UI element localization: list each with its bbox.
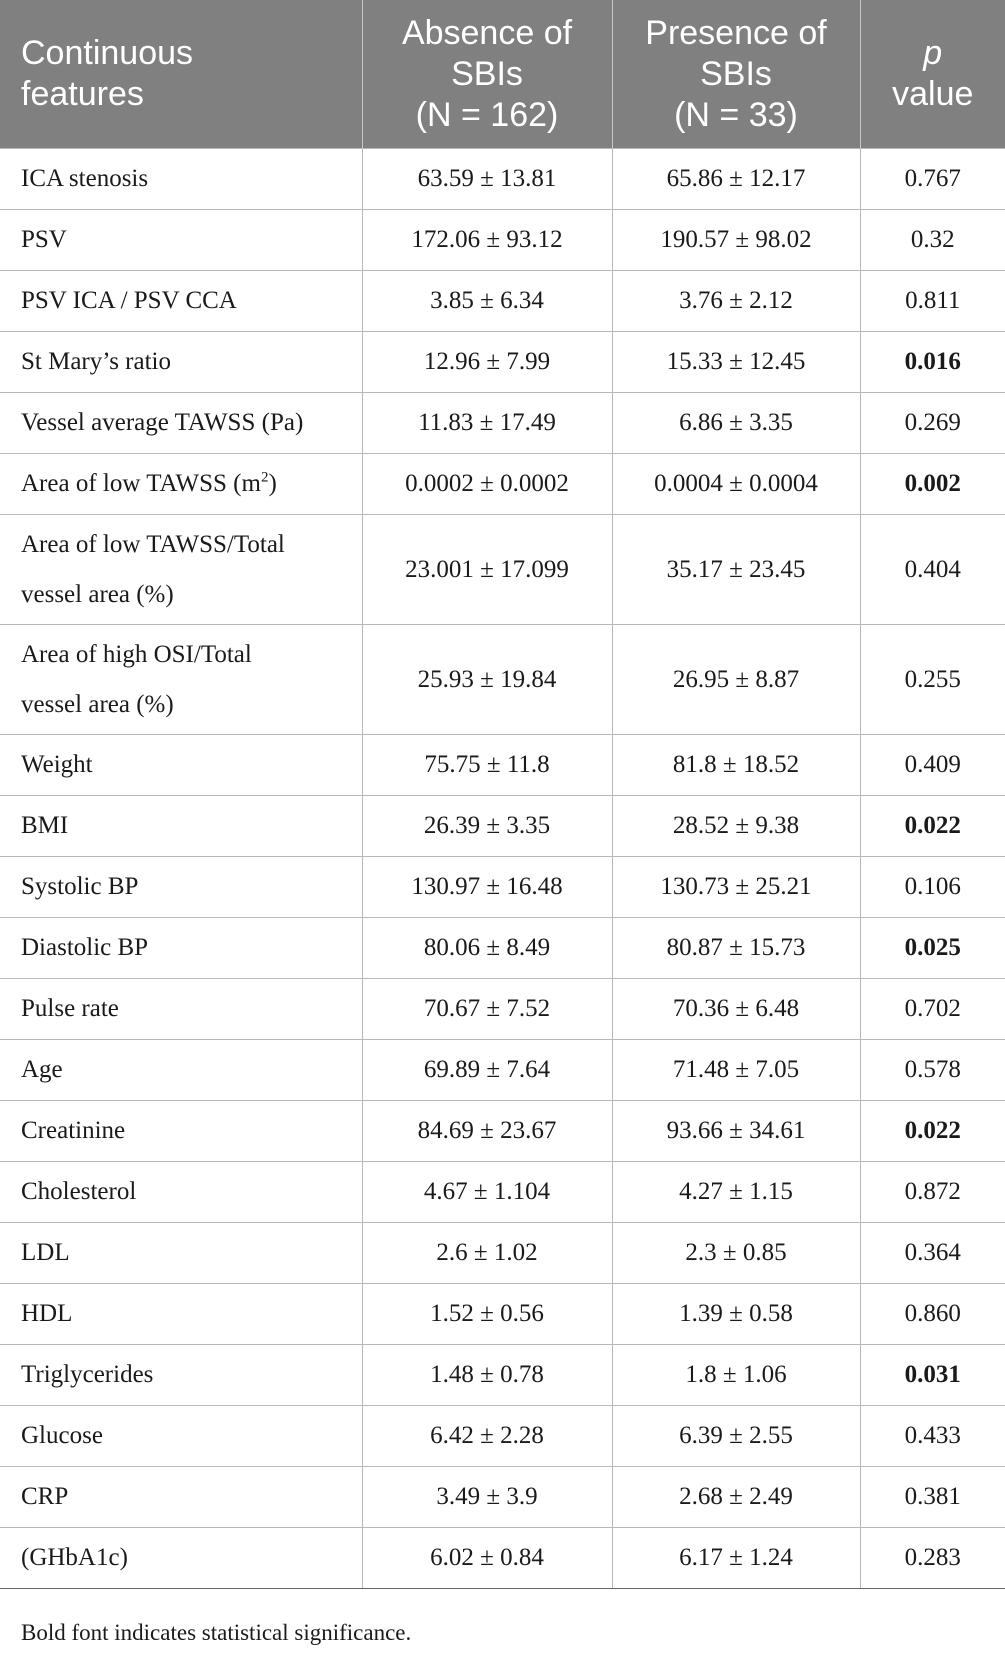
presence-cell: 1.39 ± 0.58 — [612, 1284, 860, 1345]
feature-cell: Pulse rate — [0, 979, 362, 1040]
presence-cell: 70.36 ± 6.48 — [612, 979, 860, 1040]
feature-cell: Cholesterol — [0, 1162, 362, 1223]
presence-cell: 26.95 ± 8.87 — [612, 625, 860, 735]
feature-cell: CRP — [0, 1467, 362, 1528]
table-row — [0, 1406, 1005, 1467]
header-row — [0, 0, 1005, 149]
table-row — [0, 625, 1005, 735]
absence-cell: 75.75 ± 11.8 — [362, 735, 612, 796]
absence-cell: 80.06 ± 8.49 — [362, 918, 612, 979]
p-value-cell: 0.860 — [860, 1284, 1005, 1345]
p-value-cell-significant: 0.025 — [860, 918, 1005, 979]
table-row — [0, 149, 1005, 210]
absence-cell: 0.0002 ± 0.0002 — [362, 454, 612, 515]
p-value-cell: 0.269 — [860, 393, 1005, 454]
absence-cell: 63.59 ± 13.81 — [362, 149, 612, 210]
absence-cell: 130.97 ± 16.48 — [362, 857, 612, 918]
feature-cell: Systolic BP — [0, 857, 362, 918]
feature-cell: Triglycerides — [0, 1345, 362, 1406]
absence-cell: 70.67 ± 7.52 — [362, 979, 612, 1040]
presence-cell: 81.8 ± 18.52 — [612, 735, 860, 796]
table-row — [0, 515, 1005, 625]
feature-cell: Age — [0, 1040, 362, 1101]
header-absence: Absence of SBIs (N = 162) — [362, 0, 612, 149]
table-row — [0, 796, 1005, 857]
table-row — [0, 271, 1005, 332]
presence-cell: 2.68 ± 2.49 — [612, 1467, 860, 1528]
presence-cell: 93.66 ± 34.61 — [612, 1101, 860, 1162]
presence-cell: 80.87 ± 15.73 — [612, 918, 860, 979]
absence-cell: 11.83 ± 17.49 — [362, 393, 612, 454]
presence-cell: 3.76 ± 2.12 — [612, 271, 860, 332]
table-row — [0, 979, 1005, 1040]
table-row — [0, 1467, 1005, 1528]
p-value-cell: 0.381 — [860, 1467, 1005, 1528]
table-row — [0, 735, 1005, 796]
absence-cell: 3.49 ± 3.9 — [362, 1467, 612, 1528]
header-continuous-features: Continuous features — [0, 0, 362, 149]
header-p-value: p value — [860, 0, 1005, 149]
feature-cell: Area of low TAWSS/Total vessel area (%) — [0, 515, 362, 625]
table-row — [0, 210, 1005, 271]
presence-cell: 0.0004 ± 0.0004 — [612, 454, 860, 515]
feature-cell: Diastolic BP — [0, 918, 362, 979]
table-row — [0, 1040, 1005, 1101]
presence-cell: 190.57 ± 98.02 — [612, 210, 860, 271]
p-value-cell: 0.767 — [860, 149, 1005, 210]
absence-cell: 25.93 ± 19.84 — [362, 625, 612, 735]
p-value-cell-significant: 0.022 — [860, 796, 1005, 857]
feature-cell: St Mary’s ratio — [0, 332, 362, 393]
feature-cell: Area of low TAWSS $(m^2)$ — [0, 454, 362, 515]
p-value-cell: 0.364 — [860, 1223, 1005, 1284]
table-footnote: Bold font indicates statistical significance. — [21, 1620, 412, 1645]
table-row — [0, 918, 1005, 979]
absence-cell: 23.001 ± 17.099 — [362, 515, 612, 625]
absence-cell: 84.69 ± 23.67 — [362, 1101, 612, 1162]
presence-cell: 15.33 ± 12.45 — [612, 332, 860, 393]
p-value-cell: 0.578 — [860, 1040, 1005, 1101]
presence-cell: 2.3 ± 0.85 — [612, 1223, 860, 1284]
p-value-cell: 0.409 — [860, 735, 1005, 796]
presence-cell: 4.27 ± 1.15 — [612, 1162, 860, 1223]
p-value-cell-significant: 0.031 — [860, 1345, 1005, 1406]
absence-cell: 6.02 ± 0.84 — [362, 1528, 612, 1589]
header-presence: Presence of SBIs (N = 33) — [612, 0, 860, 149]
absence-cell: 69.89 ± 7.64 — [362, 1040, 612, 1101]
p-value-cell: 0.255 — [860, 625, 1005, 735]
feature-cell: Area of high OSI/Total vessel area (%) — [0, 625, 362, 735]
table-row — [0, 1223, 1005, 1284]
p-value-cell: 0.811 — [860, 271, 1005, 332]
feature-cell: (GHbA1c) — [0, 1528, 362, 1589]
p-value-cell: 0.872 — [860, 1162, 1005, 1223]
presence-cell: 6.17 ± 1.24 — [612, 1528, 860, 1589]
feature-cell: PSV ICA / PSV CCA — [0, 271, 362, 332]
presence-cell: 35.17 ± 23.45 — [612, 515, 860, 625]
p-value-cell: 0.702 — [860, 979, 1005, 1040]
absence-cell: 1.52 ± 0.56 — [362, 1284, 612, 1345]
p-value-cell: 0.433 — [860, 1406, 1005, 1467]
presence-cell: 6.39 ± 2.55 — [612, 1406, 860, 1467]
feature-cell: PSV — [0, 210, 362, 271]
table-row — [0, 454, 1005, 515]
presence-cell: 1.8 ± 1.06 — [612, 1345, 860, 1406]
feature-cell: HDL — [0, 1284, 362, 1345]
absence-cell: 26.39 ± 3.35 — [362, 796, 612, 857]
feature-cell: LDL — [0, 1223, 362, 1284]
absence-cell: 6.42 ± 2.28 — [362, 1406, 612, 1467]
p-value-cell: 0.283 — [860, 1528, 1005, 1589]
feature-cell: Glucose — [0, 1406, 362, 1467]
table-row — [0, 1284, 1005, 1345]
presence-cell: 65.86 ± 12.17 — [612, 149, 860, 210]
presence-cell: 6.86 ± 3.35 — [612, 393, 860, 454]
absence-cell: 172.06 ± 93.12 — [362, 210, 612, 271]
feature-cell: Weight — [0, 735, 362, 796]
absence-cell: 3.85 ± 6.34 — [362, 271, 612, 332]
absence-cell: 2.6 ± 1.02 — [362, 1223, 612, 1284]
p-value-cell-significant: 0.016 — [860, 332, 1005, 393]
table-row — [0, 332, 1005, 393]
feature-cell: Creatinine — [0, 1101, 362, 1162]
table-row — [0, 1162, 1005, 1223]
absence-cell: 4.67 ± 1.104 — [362, 1162, 612, 1223]
presence-cell: 130.73 ± 25.21 — [612, 857, 860, 918]
table-row — [0, 1528, 1005, 1589]
p-value-cell: 0.106 — [860, 857, 1005, 918]
feature-cell: Vessel average TAWSS (Pa) — [0, 393, 362, 454]
feature-cell: BMI — [0, 796, 362, 857]
p-value-cell-significant: 0.022 — [860, 1101, 1005, 1162]
presence-cell: 71.48 ± 7.05 — [612, 1040, 860, 1101]
absence-cell: 12.96 ± 7.99 — [362, 332, 612, 393]
presence-cell: 28.52 ± 9.38 — [612, 796, 860, 857]
table-row — [0, 857, 1005, 918]
p-value-cell: 0.404 — [860, 515, 1005, 625]
table-row — [0, 393, 1005, 454]
absence-cell: 1.48 ± 0.78 — [362, 1345, 612, 1406]
p-value-cell-significant: 0.002 — [860, 454, 1005, 515]
table-row — [0, 1345, 1005, 1406]
feature-cell: ICA stenosis — [0, 149, 362, 210]
p-value-cell: 0.32 — [860, 210, 1005, 271]
table-row — [0, 1101, 1005, 1162]
